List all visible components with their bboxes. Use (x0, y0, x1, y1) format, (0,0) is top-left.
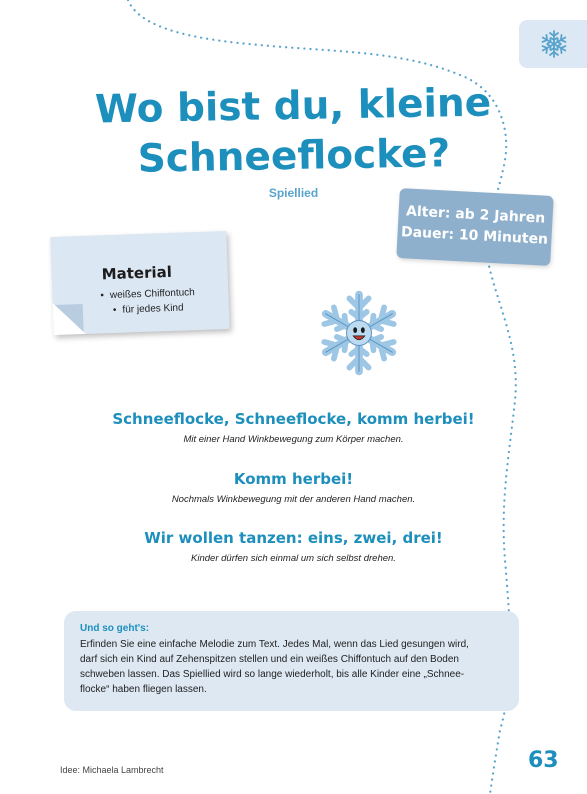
age-text: Alter: ab 2 Jahren (405, 203, 546, 227)
material-title: Material (101, 262, 173, 284)
verse-instruction: Kinder dürfen sich einmal um sich selbst drehen. (191, 553, 396, 564)
material-card (50, 231, 229, 335)
title-line-2: Schneeflocke? (137, 131, 451, 182)
material-list (100, 285, 195, 318)
verse-1 (0, 410, 587, 445)
verse-line: Schneeflocke, Schneeflocke, komm herbei! (112, 410, 475, 428)
verse-line: Komm herbei! (233, 470, 354, 488)
corner-tab (519, 20, 587, 68)
subtitle: Spiellied (268, 186, 319, 200)
card-fold-corner (53, 302, 86, 335)
instructions-text (80, 637, 503, 697)
snowflake-character-illustration (311, 285, 407, 381)
verse-3 (0, 529, 587, 564)
duration-text: Dauer: 10 Minuten (400, 224, 549, 248)
page-title (0, 77, 587, 187)
material-item-continued: • für jedes Kind (101, 300, 196, 318)
material-item: • weißes Chiffontuch (100, 285, 195, 303)
verse-line: Wir wollen tanzen: eins, zwei, drei! (144, 529, 443, 547)
age-duration-box (396, 188, 553, 266)
snowflake-icon (538, 28, 570, 60)
instructions-line: darf sich ein Kind auf Zehenspitzen stellen und ein weißes Chiffontuch auf den Boden (80, 654, 459, 665)
instructions-box (64, 611, 519, 711)
verse-instruction: Nochmals Winkbewegung mit der anderen Hand machen. (171, 494, 416, 505)
page-number: 63 (528, 748, 559, 773)
instructions-line: flocke“ haben fliegen lassen. (80, 684, 207, 695)
title-line-1: Wo bist du, kleine (94, 80, 492, 133)
verse-instruction: Mit einer Hand Winkbewegung zum Körper machen. (183, 434, 404, 445)
instructions-title: Und so geht's: (80, 623, 150, 634)
credit-line: Idee: Michaela Lambrecht (60, 765, 164, 775)
verse-2 (0, 470, 587, 505)
instructions-line: schweben lassen. Das Spiellied wird so lange wiederholt, bis alle Kinder eine „Schnee- (80, 669, 465, 680)
instructions-line: Erfinden Sie eine einfache Melodie zum Text. Jedes Mal, wenn das Lied gesungen wird, (80, 639, 469, 650)
